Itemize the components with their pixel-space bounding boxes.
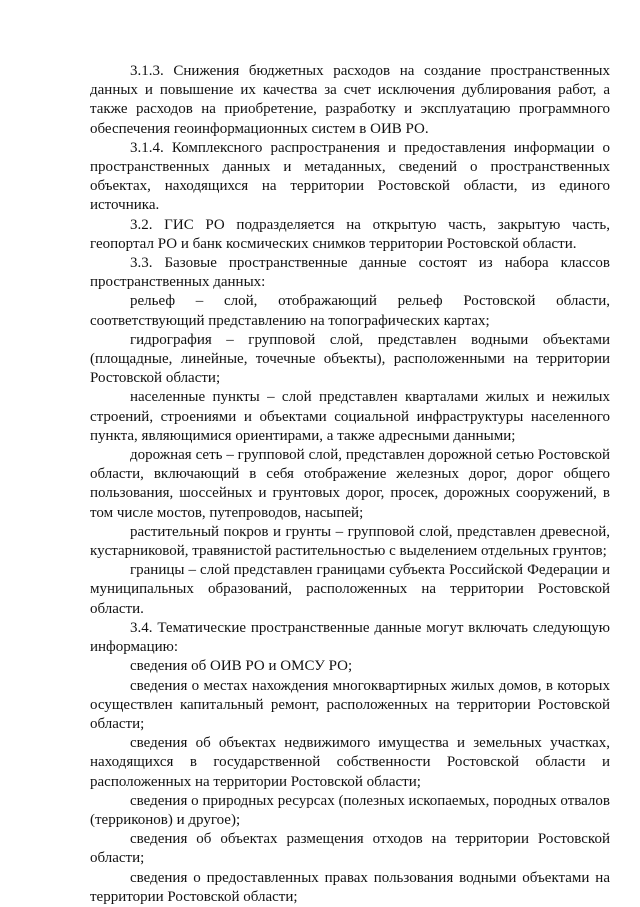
paragraph-3-4: 3.4. Тематические пространственные данные могут включать следующую информацию: [90, 619, 610, 656]
list-item-settlements: населенные пункты – слой представлен кварталами жилых и нежилых строений, строениями и объектами социальной инфраструктуры населенного пункта, являющимися ориентирами, а также адресными данными; [90, 389, 610, 444]
paragraph-3-1-4: 3.1.4. Комплексного распространения и предоставления информации о пространственных данных и метаданных, сведений о пространственных объектах, находящихся на территории Ростовской области, из единого источника. [90, 139, 610, 214]
list-item-natural-resources: сведения о природных ресурсах (полезных ископаемых, породных отвалов (терриконов) и другое); [90, 792, 610, 828]
list-item-real-estate: сведения об объектах недвижимого имущества и земельных участках, находящихся в государственной собственности Ростовской области и расположенных на территории Ростовской области; [90, 735, 610, 790]
paragraph-3-1-3: 3.1.3. Снижения бюджетных расходов на создание пространственных данных и повышение их качества за счет исключения дублирования работ, а также расходов на приобретение, разработку и эксплуатацию программного обеспечения геоинформационных систем в ОИВ РО. [90, 63, 610, 137]
list-item-boundaries: границы – слой представлен границами субъекта Российской Федерации и муниципальных образований, расположенных на территории Ростовской области. [90, 562, 610, 617]
paragraph-3-2: 3.2. ГИС РО подразделяется на открытую часть, закрытую часть, геопортал РО и банк космических снимков территории Ростовской области. [90, 216, 610, 252]
list-item-housing-repair: сведения о местах нахождения многоквартирных жилых домов, в которых осуществлен капитальный ремонт, расположенных на территории Ростовской области; [90, 677, 610, 732]
list-item-water-rights: сведения о предоставленных правах пользования водными объектами на территории Ростовской области; [90, 869, 610, 905]
list-item-road-network: дорожная сеть – групповой слой, представлен дорожной сетью Ростовской области, включающий в себя отображение железных дорог, дорог общего пользования, шоссейных и грунтовых дорог, просек, дорожных сооружений, в том числе мостов, путепроводов, насыпей; [90, 447, 610, 521]
list-item-hydrography: гидрография – групповой слой, представлен водными объектами (площадные, линейные, точечные объекты), расположенными на территории Ростовской области; [90, 331, 610, 387]
paragraph-3-3: 3.3. Базовые пространственные данные состоят из набора классов пространственных данных: [90, 255, 610, 291]
list-item-waste-sites: сведения об объектах размещения отходов на территории Ростовской области; [90, 831, 610, 867]
list-item-oiv-omsu: сведения об ОИВ РО и ОМСУ РО; [130, 658, 353, 675]
list-item-vegetation: растительный покров и грунты – групповой слой, представлен древесной, кустарниковой, травянистой растительностью с выделением отдельных грунтов; [90, 523, 610, 560]
list-item-relief: рельеф – слой, отображающий рельеф Ростовской области, соответствующий представлению на топографических картах; [90, 293, 610, 329]
document-page [90, 62, 610, 907]
